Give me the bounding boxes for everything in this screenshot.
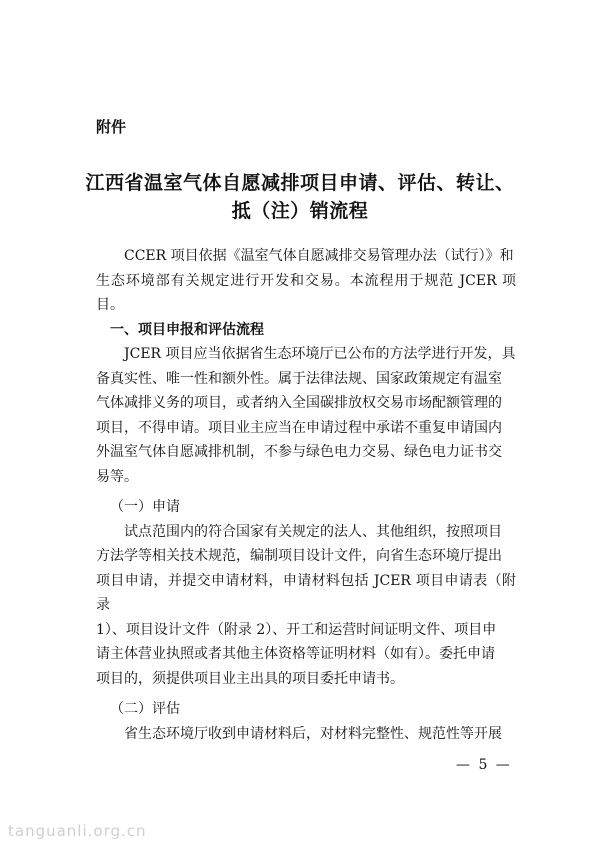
document-title-line-1: 江西省温室气体自愿减排项目申请、评估、转让、: [85, 172, 515, 194]
document-title-line-2: 抵（注）销流程: [231, 200, 369, 222]
page-number: — 5 —: [456, 757, 512, 773]
subsection-apply-heading: （一）申请: [110, 499, 180, 515]
attachment-label: 附件: [96, 118, 127, 136]
watermark: tanguanli.org.cn: [8, 822, 147, 840]
section-1-line-4: 项目，不得申请。项目业主应当在申请过程中承诺不重复申请国内: [96, 419, 502, 436]
section-1-line-6: 易等。: [96, 468, 138, 485]
section-1-line-1: JCER 项目应当依据省生态环境厅已公布的方法学进行开发，具: [124, 346, 516, 362]
section-1-heading: 一、项目申报和评估流程: [110, 321, 264, 338]
subsection-evaluate-heading: （二）评估: [110, 701, 180, 717]
apply-line-2: 方法学等相关技术规范，编制项目设计文件，向省生态环境厅提出: [96, 548, 502, 564]
document-body: [96, 244, 516, 746]
section-1-line-3: 气体减排义务的项目，或者纳入全国碳排放权交易市场配额管理的: [96, 395, 502, 411]
intro-line-1: CCER 项目依据《温室气体自愿减排交易管理办法（试行）》和: [124, 248, 514, 264]
intro-line-2: 生态环境部有关规定进行开发和交易。本流程用于规范 JCER 项目。: [96, 272, 516, 313]
section-1-line-2: 备真实性、唯一性和额外性。属于法律法规、国家政策规定有温室: [96, 370, 502, 387]
evaluate-line-1: 省生态环境厅收到申请材料后，对材料完整性、规范性等开展: [124, 725, 502, 742]
apply-line-5: 请主体营业执照或者其他主体资格等证明材料（如有）。委托申请: [96, 646, 495, 662]
apply-line-6: 项目的，须提供项目业主出具的项目委托申请书。: [96, 670, 404, 687]
apply-line-1: 试点范围内的符合国家有关规定的法人、其他组织，按照项目: [124, 523, 502, 540]
apply-line-4: 1）、项目设计文件（附录 2）、开工和运营时间证明文件、项目申: [96, 621, 497, 638]
section-1-line-5: 外温室气体自愿减排机制，不参与绿色电力交易、绿色电力证书交: [96, 444, 502, 460]
apply-line-3: 项目申请，并提交申请材料，申请材料包括 JCER 项目申请表（附录: [96, 572, 516, 613]
